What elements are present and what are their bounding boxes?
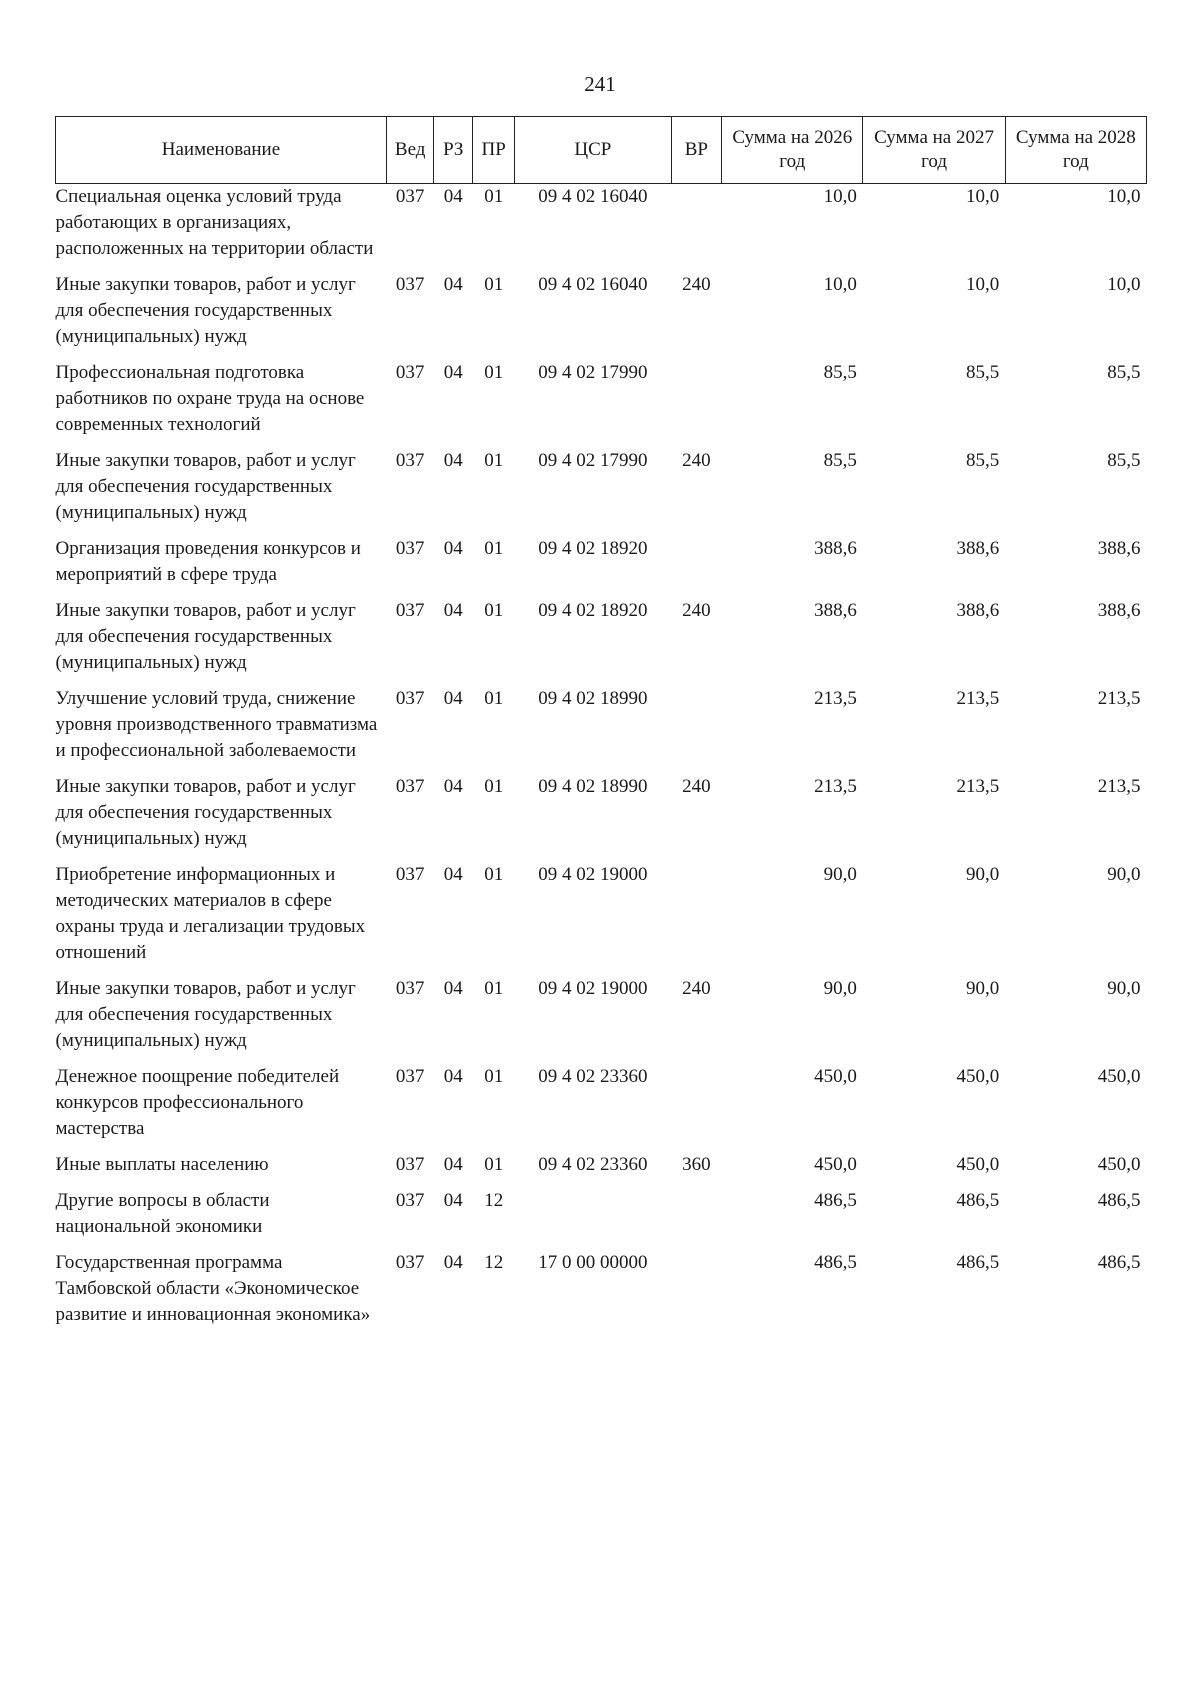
table-row [56,1152,1147,1188]
cell-vr [671,536,722,598]
table-header-row [56,117,1147,184]
cell-rz: 04 [443,450,463,471]
cell-csr: 09 4 02 17990 [538,362,648,383]
cell-sum-2027: 486,5 [956,1252,1000,1273]
cell-sum-2028: 10,0 [1107,274,1141,295]
cell-sum-2028: 388,6 [1097,538,1141,559]
cell-sum-2028: 450,0 [1097,1066,1141,1087]
cell-ved: 037 [395,864,425,885]
cell-sum-2028: 213,5 [1097,776,1141,797]
cell-name: Государственная программа Тамбовской области «Экономическое развитие и инновационная экономика» [55,1252,371,1325]
cell-rz: 04 [443,1066,463,1087]
header-rz: РЗ [434,117,473,184]
cell-csr: 09 4 02 18990 [538,776,648,797]
cell-vr [671,1250,722,1338]
cell-pr: 12 [484,1252,504,1273]
cell-csr: 09 4 02 18990 [538,688,648,709]
cell-pr: 01 [484,864,504,885]
cell-rz: 04 [443,978,463,999]
cell-name: Специальная оценка условий труда работающих в организациях, расположенных на территории области [55,186,374,259]
cell-ved: 037 [395,776,425,797]
cell-pr: 01 [484,538,504,559]
cell-csr: 09 4 02 19000 [538,978,648,999]
cell-ved: 037 [395,362,425,383]
cell-sum-2026: 90,0 [823,864,857,885]
cell-vr [671,360,722,448]
cell-vr [671,1188,722,1250]
cell-csr: 09 4 02 23360 [538,1154,648,1175]
cell-ved: 037 [395,1190,425,1211]
cell-sum-2026: 486,5 [814,1252,857,1273]
cell-sum-2028: 90,0 [1107,978,1141,999]
cell-ved: 037 [395,600,425,621]
cell-sum-2027: 388,6 [956,600,1000,621]
cell-rz: 04 [443,1154,463,1175]
cell-ved: 037 [395,1154,425,1175]
cell-sum-2026: 388,6 [814,538,857,559]
cell-rz: 04 [443,864,463,885]
cell-name: Иные закупки товаров, работ и услуг для обеспечения государственных (муниципальных) нужд [55,274,356,347]
cell-vr: 240 [682,274,711,295]
cell-sum-2027: 90,0 [965,978,1000,999]
table-row [56,774,1147,862]
cell-sum-2027: 10,0 [965,186,1000,207]
cell-rz: 04 [443,362,463,383]
cell-vr: 240 [682,978,711,999]
cell-sum-2027: 213,5 [956,776,1000,797]
cell-sum-2028: 213,5 [1097,688,1141,709]
cell-sum-2026: 213,5 [814,688,857,709]
cell-sum-2028: 486,5 [1097,1190,1141,1211]
table-row [56,360,1147,448]
table-row [56,862,1147,976]
cell-sum-2028: 450,0 [1097,1154,1141,1175]
cell-name: Профессиональная подготовка работников по охране труда на основе современных технологий [55,362,365,435]
cell-csr: 09 4 02 18920 [538,538,648,559]
cell-csr: 17 0 00 00000 [538,1252,648,1273]
table-row [56,272,1147,360]
cell-sum-2027: 90,0 [965,864,1000,885]
cell-sum-2027: 10,0 [965,274,1000,295]
cell-sum-2027: 213,5 [956,688,1000,709]
cell-csr: 09 4 02 16040 [538,186,648,207]
cell-ved: 037 [395,450,425,471]
cell-vr: 240 [682,776,711,797]
cell-csr: 09 4 02 18920 [538,600,648,621]
cell-sum-2026: 450,0 [814,1154,857,1175]
cell-csr: 09 4 02 19000 [538,864,648,885]
cell-vr: 360 [682,1154,711,1175]
cell-vr [671,686,722,774]
cell-pr: 01 [484,776,504,797]
cell-ved: 037 [395,186,425,207]
cell-csr: 09 4 02 23360 [538,1066,648,1087]
table-row [56,1064,1147,1152]
header-csr: ЦСР [515,117,671,184]
cell-pr: 01 [484,274,504,295]
cell-vr: 240 [682,600,711,621]
cell-csr: 09 4 02 17990 [538,450,648,471]
cell-pr: 01 [484,450,504,471]
cell-sum-2027: 85,5 [965,450,1000,471]
cell-sum-2026: 90,0 [823,978,857,999]
header-pr: ПР [473,117,515,184]
cell-pr: 01 [484,1154,504,1175]
cell-ved: 037 [395,538,425,559]
cell-sum-2026: 85,5 [823,450,857,471]
cell-sum-2028: 10,0 [1107,186,1141,207]
cell-csr [515,1188,671,1250]
cell-sum-2028: 90,0 [1107,864,1141,885]
cell-ved: 037 [395,274,425,295]
cell-rz: 04 [443,1190,463,1211]
cell-rz: 04 [443,538,463,559]
cell-rz: 04 [443,600,463,621]
cell-pr: 01 [484,978,504,999]
cell-sum-2027: 450,0 [956,1066,1000,1087]
cell-pr: 01 [484,688,504,709]
cell-name: Иные выплаты населению [55,1154,269,1175]
table-row [56,536,1147,598]
cell-name: Другие вопросы в области национальной экономики [55,1190,270,1237]
cell-name: Денежное поощрение победителей конкурсов профессионального мастерства [55,1066,340,1139]
cell-name: Иные закупки товаров, работ и услуг для обеспечения государственных (муниципальных) нужд [55,978,356,1051]
cell-pr: 12 [484,1190,504,1211]
cell-rz: 04 [443,186,463,207]
page-number: 241 [584,72,616,96]
table-row [56,976,1147,1064]
header-sum-2028: Сумма на 2028 год [1005,117,1146,184]
cell-sum-2026: 450,0 [814,1066,857,1087]
table-row [56,184,1147,273]
cell-sum-2026: 213,5 [814,776,857,797]
cell-ved: 037 [395,1066,425,1087]
header-vr: ВР [671,117,722,184]
cell-pr: 01 [484,600,504,621]
table-row [56,686,1147,774]
cell-name: Улучшение условий труда, снижение уровня производственного травматизма и профессиональной заболеваемости [55,688,378,761]
cell-rz: 04 [443,688,463,709]
header-sum-2027: Сумма на 2027 год [863,117,1005,184]
cell-rz: 04 [443,1252,463,1273]
header-name: Наименование [56,117,387,184]
cell-sum-2026: 10,0 [823,274,857,295]
cell-name: Иные закупки товаров, работ и услуг для обеспечения государственных (муниципальных) нужд [55,450,356,523]
cell-sum-2027: 450,0 [956,1154,1000,1175]
table-row [56,1188,1147,1250]
cell-name: Приобретение информационных и методических материалов в сфере охраны труда и легализации трудовых отношений [55,864,366,963]
cell-vr: 240 [682,450,711,471]
table-row [56,448,1147,536]
cell-csr: 09 4 02 16040 [538,274,648,295]
header-ved: Вед [386,117,433,184]
cell-pr: 01 [484,1066,504,1087]
cell-vr [671,184,722,273]
cell-sum-2028: 486,5 [1097,1252,1141,1273]
cell-ved: 037 [395,688,425,709]
cell-name: Иные закупки товаров, работ и услуг для обеспечения государственных (муниципальных) нужд [55,600,356,673]
cell-vr [671,1064,722,1152]
cell-sum-2026: 388,6 [814,600,857,621]
table-row [56,598,1147,686]
header-sum-2026: Сумма на 2026 год [722,117,863,184]
cell-rz: 04 [443,274,463,295]
cell-pr: 01 [484,362,504,383]
cell-name: Организация проведения конкурсов и мероприятий в сфере труда [55,538,361,585]
cell-sum-2028: 85,5 [1107,450,1141,471]
table-row [56,1250,1147,1338]
cell-sum-2027: 388,6 [956,538,1000,559]
cell-sum-2026: 486,5 [814,1190,857,1211]
cell-sum-2026: 10,0 [823,186,857,207]
cell-name: Иные закупки товаров, работ и услуг для обеспечения государственных (муниципальных) нужд [55,776,356,849]
cell-sum-2027: 85,5 [965,362,1000,383]
cell-pr: 01 [484,186,504,207]
budget-table [55,116,1147,1338]
cell-sum-2026: 85,5 [823,362,857,383]
cell-vr [671,862,722,976]
cell-sum-2027: 486,5 [956,1190,1000,1211]
cell-rz: 04 [443,776,463,797]
cell-ved: 037 [395,978,425,999]
cell-sum-2028: 85,5 [1107,362,1141,383]
cell-sum-2028: 388,6 [1097,600,1141,621]
cell-ved: 037 [395,1252,425,1273]
